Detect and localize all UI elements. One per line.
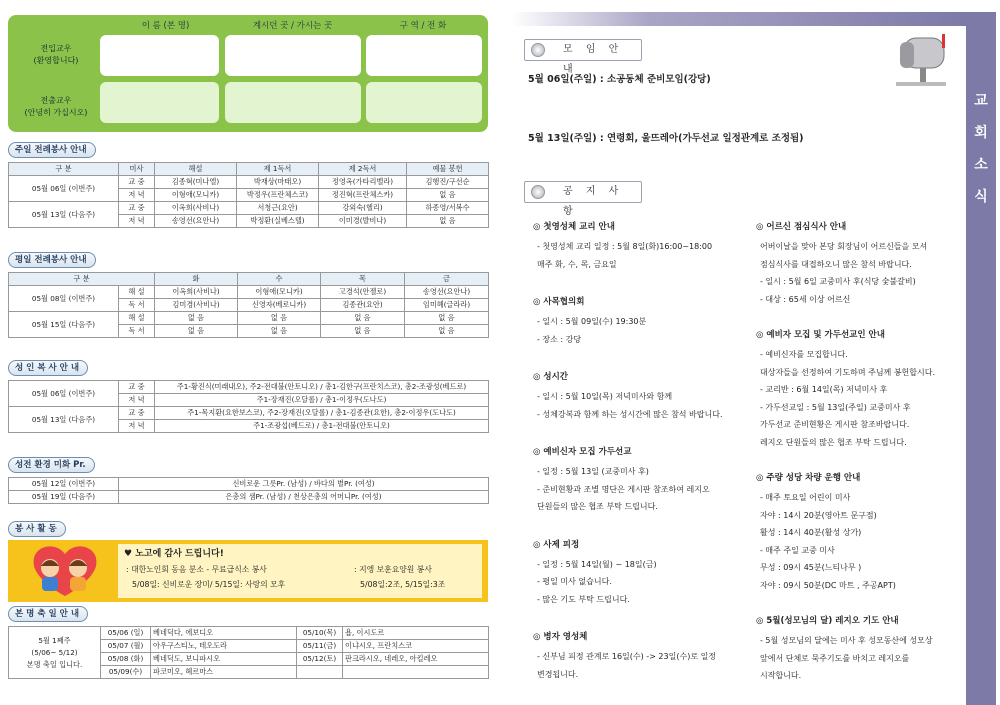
incoming-label: 전입교우 (환영합니다) <box>33 44 79 65</box>
notice-line: - 평일 미사 없습니다. <box>537 577 612 586</box>
mass-cell: 교 중 <box>119 381 155 394</box>
date-cell: 05월 13일 (다음주) <box>9 202 119 228</box>
table-cell: 주1-황진식(미래내오), 주2-전대불(안토니오) / 총1-김한구(프란치스코), 총2-조광성(베드로) <box>155 381 489 394</box>
notice-line: - 장소 : 강당 <box>537 334 582 344</box>
table-cell: 송영선(요안나) <box>405 286 489 299</box>
notice-line: - 일정 : 5월 13일 (교중미사 후) <box>537 467 649 476</box>
feast-date: 05/07 (월) <box>101 640 151 653</box>
feast-date: 05/11(금) <box>297 640 343 653</box>
feast-week-label: 5월 1째주 (5/06~ 5/12) 본명 축일 입니다. <box>9 627 101 679</box>
table-cell: 주1-목지환(요한보스코), 주2-장재진(오달롤) / 총1-김종관(요한), 총2-이정우(도나도) <box>155 407 489 420</box>
notice-heading: ◎ 5월(성모님의 달) 레지오 기도 안내 <box>756 616 899 626</box>
feast-names: 판크라시오, 네레오, 아킬레오 <box>343 653 489 666</box>
strip-char: 회 <box>974 125 988 141</box>
thanks-text: ♥ 노고에 감사 드립니다! <box>124 549 224 559</box>
date-cell: 05월 12일 (이번주) <box>9 478 119 491</box>
table-cell: 없 음 <box>407 215 489 228</box>
volunteer-panel <box>118 544 482 598</box>
weekday-liturgy-table <box>8 272 489 338</box>
place-header: 계시던 곳 / 가시는 곳 <box>252 21 333 31</box>
header-bar <box>512 12 967 26</box>
th-fri: 금 <box>405 273 489 286</box>
notice-heading: ◎ 첫영성체 교리 안내 <box>533 222 615 232</box>
feast-names: 이냐시오, 프란치스코 <box>343 640 489 653</box>
table-cell: 없 음 <box>238 312 321 325</box>
date-cell: 05월 06일 (이번주) <box>9 381 119 407</box>
notice-heading: ◎ 어르신 점심식사 안내 <box>756 222 847 232</box>
th-wed: 수 <box>238 273 321 286</box>
notice-line: - 일시 : 5월 10일(목) 저녁미사와 함께 <box>537 392 673 401</box>
table-row <box>9 286 489 299</box>
notice-line: - 가두선교일 : 5월 13일(주일) 교중미사 후 <box>760 402 911 412</box>
mailbox-icon <box>886 28 956 88</box>
table-cell: 김종관(요안) <box>321 299 405 312</box>
altar-server-title: 성 인 복 사 안 내 <box>8 360 88 376</box>
weekday-liturgy-title: 평일 전례봉사 안내 <box>8 252 96 268</box>
th-thu: 목 <box>321 273 405 286</box>
table-cell: 이형애(모니카) <box>238 286 321 299</box>
mass-cell: 교 중 <box>119 202 155 215</box>
table-cell: 이형애(모니카) <box>155 189 237 202</box>
table-row <box>9 176 489 189</box>
strip-char: 식 <box>974 189 988 205</box>
children-illustration <box>20 542 110 600</box>
table-row <box>9 407 489 420</box>
th-offering: 예물 봉헌 <box>407 163 489 176</box>
table-cell: 신영자(베로니카) <box>238 299 321 312</box>
notice-line: - 많은 기도 부탁 드립니다. <box>537 594 630 604</box>
notice-line: 앞에서 단체로 묵주기도를 바치고 레지오를 <box>760 653 910 663</box>
feast-names: 아우구스티노, 테오도라 <box>151 640 297 653</box>
table-cell: 없 음 <box>238 325 321 338</box>
table-cell: 없 음 <box>405 312 489 325</box>
volunteer-band <box>8 540 488 602</box>
notice-line: 자야 : 09시 50분(DC 마트 , 주공APT) <box>760 580 896 590</box>
feast-day-title: 본 명 축 일 안 내 <box>8 606 88 622</box>
notice-line: - 예비신자를 모집합니다. <box>760 350 848 359</box>
th-category: 구 분 <box>9 273 155 286</box>
mass-cell: 저 녁 <box>119 394 155 407</box>
notice-line: 가두선교 준비현황은 게시판 참조바랍니다. <box>760 420 910 429</box>
mass-cell: 저 녁 <box>119 189 155 202</box>
meeting-title <box>524 39 642 75</box>
table-cell: 없 음 <box>407 189 489 202</box>
notice-line: 활성 : 14시 40분(활성 상가) <box>760 528 862 537</box>
notice-title-text: 공 지 사 항 <box>563 186 624 217</box>
outgoing-district-field[interactable] <box>366 82 482 123</box>
mass-cell: 교 중 <box>119 407 155 420</box>
th-reading2: 제 2독서 <box>319 163 407 176</box>
volunteer-left-line1: : 대한노인회 동음 분소 - 무료급식소 봉사 <box>126 565 267 574</box>
feast-date: 05/08 (화) <box>101 653 151 666</box>
table-cell: 신비로운 그릇Pr. (남성) / 바다의 별Pr. (여성) <box>119 478 489 491</box>
table-cell: 김미경(사비나) <box>155 299 238 312</box>
feast-date: 05/06 (일) <box>101 627 151 640</box>
table-cell: 정진혁(프란체스카) <box>319 189 407 202</box>
sunday-liturgy-title: 주일 전례봉사 안내 <box>8 142 96 158</box>
meeting-title-text: 모 임 안 내 <box>563 44 624 75</box>
table-cell: 없 음 <box>155 325 238 338</box>
notice-heading: ◎ 주량 성당 차량 운행 안내 <box>756 473 861 483</box>
mass-cell: 저 녁 <box>119 420 155 433</box>
table-cell: 박재상(마태오) <box>237 176 319 189</box>
volunteer-right-line1: : 지엥 보훈요양원 봉사 <box>354 565 432 574</box>
notice-title <box>524 181 642 217</box>
notice-line: 자야 : 14시 20분(영아트 문구점) <box>760 510 877 520</box>
notice-line: 점심식사를 대접하오니 많은 참석 바랍니다. <box>760 259 912 269</box>
table-cell: 고경석(안젤로) <box>321 286 405 299</box>
table-cell: 이옥희(사비나) <box>155 286 238 299</box>
th-commentary: 해설 <box>155 163 237 176</box>
notice-line: 시작합니다. <box>760 671 802 680</box>
date-cell: 05월 15일 (다음주) <box>9 312 119 338</box>
volunteer-title: 봉 사 활 동 <box>8 521 66 537</box>
table-cell: 김행진/구선순 <box>407 176 489 189</box>
table-cell: 없 음 <box>321 325 405 338</box>
feast-date: 05/12(토) <box>297 653 343 666</box>
notice-heading: ◎ 예비신자 모집 가두선교 <box>533 447 632 457</box>
feast-names: 베네딕다, 에보디오 <box>151 627 297 640</box>
notice-heading: ◎ 사목협의회 <box>533 297 585 307</box>
notice-line: - 일시 : 5월 6일 교중미사 후(식당 숯불갈비) <box>760 277 916 286</box>
table-cell: 없 음 <box>405 325 489 338</box>
volunteer-right-line2: 5/08일:2조, 5/15일:3조 <box>360 580 446 589</box>
date-cell: 05월 13일 (다음주) <box>9 407 119 433</box>
incoming-district-field[interactable] <box>366 35 482 76</box>
table-cell: 주1-조광섭(베드로) / 총1-전대불(안토니오) <box>155 420 489 433</box>
notice-line: 어버이날을 맞아 본당 회장님이 어르신들을 모셔 <box>760 242 928 251</box>
meeting-item-1: 5월 06일(주일) : 소공동체 준비모임(강당) <box>528 74 711 85</box>
church-cleaning-title: 성전 환경 미화 Pr. <box>8 457 95 473</box>
speaker-icon <box>531 185 545 199</box>
feast-names: 파코미오, 헤르마스 <box>151 666 297 679</box>
notice-line: 변경됩니다. <box>537 669 579 679</box>
notice-heading: ◎ 사제 피정 <box>533 539 580 550</box>
table-row <box>9 312 489 325</box>
meeting-item-2: 5월 13일(주일) : 연령회, 울뜨레아(가두선교 일정관계로 조정됨) <box>528 133 804 144</box>
table-cell: 박정환(실베스텔) <box>237 215 319 228</box>
volunteer-left-line2: 5/08일: 신비로운 장미/ 5/15일: 사랑의 모후 <box>132 580 286 589</box>
notice-line: - 5월 성모님의 달에는 미사 후 성모동산에 성모상 <box>760 636 933 645</box>
table-row <box>9 627 489 640</box>
feast-day-table <box>8 626 489 679</box>
notice-line: - 성체강복과 함께 하는 성시간에 많은 참석 바랍니다. <box>537 409 723 419</box>
table-cell: 이미경(발비나) <box>319 215 407 228</box>
speaker-icon <box>531 43 545 57</box>
table-cell: 김종혁(미나엘) <box>155 176 237 189</box>
incoming-place-field[interactable] <box>225 35 361 76</box>
table-row <box>9 202 489 215</box>
mass-cell: 저 녁 <box>119 215 155 228</box>
feast-names: 욥, 이시도르 <box>343 627 489 640</box>
role-cell: 독 서 <box>119 325 155 338</box>
table-cell: 박정우(프란체스코) <box>237 189 319 202</box>
notice-line: 단원들의 많은 협조 부탁 드립니다. <box>537 502 658 511</box>
table-cell: 이옥희(사비나) <box>155 202 237 215</box>
strip-char: 소 <box>974 157 988 173</box>
notice-line: - 신부님 피정 관계로 16일(수) -> 23일(수)로 일정 <box>537 652 717 661</box>
table-row <box>9 491 489 504</box>
notice-line: - 대상 : 65세 이상 어르신 <box>760 294 851 304</box>
table-cell: 서청근(요안) <box>237 202 319 215</box>
incoming-name-field[interactable] <box>100 35 219 76</box>
notice-line: - 일정 : 5월 14일(월) ~ 18일(금) <box>537 559 657 569</box>
notice-line: - 교리반 : 6월 14일(목) 저녁미사 후 <box>760 385 888 394</box>
th-reading1: 제 1독서 <box>237 163 319 176</box>
role-cell: 해 설 <box>119 286 155 299</box>
table-cell: 주1-장재진(오달롤) / 총1-이정우(도나도) <box>155 394 489 407</box>
table-cell: 송영선(요안나) <box>155 215 237 228</box>
notice-heading: ◎ 성시간 <box>533 372 569 382</box>
feast-names: 베네딕도, 보니파시오 <box>151 653 297 666</box>
table-row <box>9 478 489 491</box>
notice-line: 대상자들을 선정하여 기도하며 주님께 봉헌합시다. <box>760 367 936 377</box>
date-cell: 05월 06일 (이번주) <box>9 176 119 202</box>
altar-server-table <box>8 380 489 433</box>
sunday-liturgy-table <box>8 162 489 228</box>
notice-line: 무성 : 09시 45분(느티나무 ) <box>760 563 862 572</box>
feast-date: 05/09(수) <box>101 666 151 679</box>
table-cell: 임미혜(글라라) <box>405 299 489 312</box>
notice-line: - 준비현황과 조별 명단은 게시판 참조하여 레지오 <box>537 484 710 494</box>
th-tue: 화 <box>155 273 238 286</box>
mass-cell: 교 중 <box>119 176 155 189</box>
notice-line: - 매주 토요일 어린이 미사 <box>760 493 851 502</box>
date-cell: 05월 08일 (이번주) <box>9 286 119 312</box>
table-row <box>9 381 489 394</box>
outgoing-label: 전출교우 (안녕히 가십시오) <box>24 96 88 117</box>
table-cell: 정영옥(가타리벨라) <box>319 176 407 189</box>
notice-line: 매주 화, 수, 목, 금요일 <box>537 259 617 269</box>
table-cell: 없 음 <box>321 312 405 325</box>
th-category: 구 분 <box>9 163 119 176</box>
feast-date: 05/10(목) <box>297 627 343 640</box>
role-cell: 해 설 <box>119 312 155 325</box>
date-cell: 05월 19일 (다음주) <box>9 491 119 504</box>
notice-line: - 일시 : 5월 09일(수) 19:30분 <box>537 317 647 326</box>
table-cell: 없 음 <box>155 312 238 325</box>
church-cleaning-table <box>8 477 489 504</box>
church-news-strip <box>966 12 996 705</box>
table-cell: 은총의 샘Pr. (남성) / 천상은총의 어머니Pr. (여성) <box>119 491 489 504</box>
registration-box <box>8 15 488 132</box>
th-mass: 미사 <box>119 163 155 176</box>
strip-char: 교 <box>974 93 988 109</box>
notice-line: - 첫영성체 교리 일정 : 5월 8일(화)16:00~18:00 <box>537 242 713 251</box>
district-header: 구 역 / 전 화 <box>399 21 447 31</box>
name-header: 이 름 (본 명) <box>141 21 190 31</box>
table-cell: 강외숙(헬리) <box>319 202 407 215</box>
table-cell: 하종영/서복수 <box>407 202 489 215</box>
feast-date <box>297 666 343 679</box>
notice-line: 레지오 단원들의 많은 협조 부탁 드립니다. <box>760 437 907 447</box>
notice-heading: ◎ 예비자 모집 및 가두선교인 안내 <box>756 330 885 340</box>
outgoing-place-field[interactable] <box>225 82 361 123</box>
feast-names <box>343 666 489 679</box>
notice-line: - 매주 주일 교중 미사 <box>760 545 835 555</box>
role-cell: 독 서 <box>119 299 155 312</box>
outgoing-name-field[interactable] <box>100 82 219 123</box>
notice-heading: ◎ 병자 영성체 <box>533 632 588 642</box>
